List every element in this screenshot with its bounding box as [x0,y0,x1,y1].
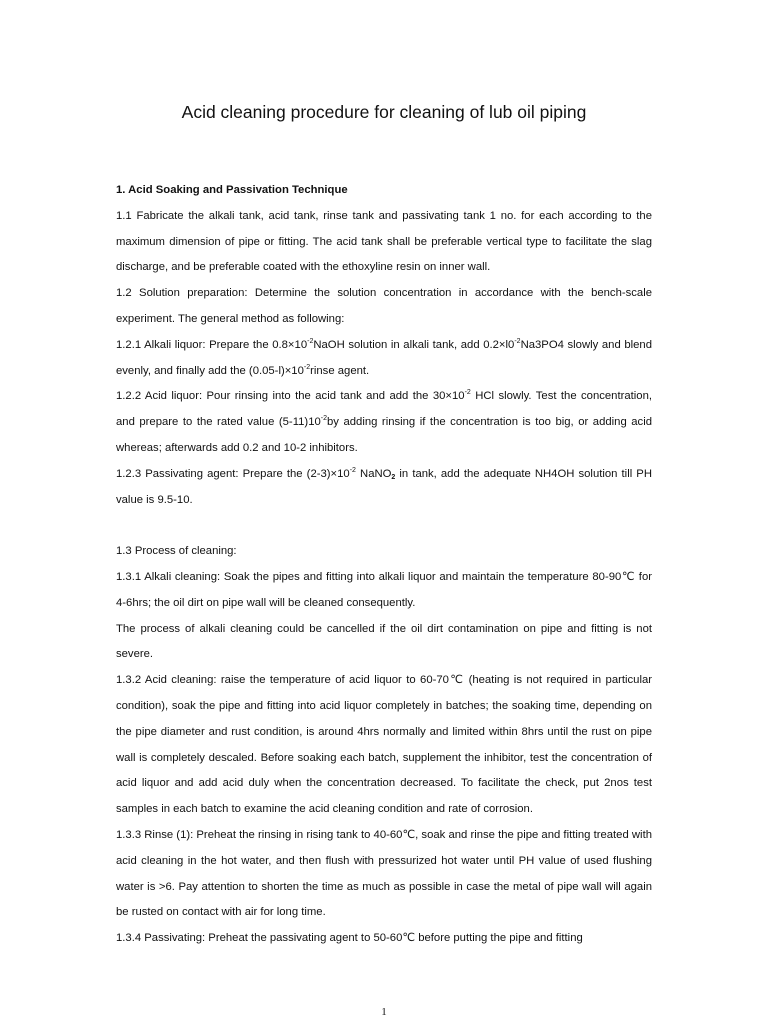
page-number: 1 [381,1006,387,1018]
paragraph-1-3-1-note: The process of alkali cleaning could be cancelled if the oil dirt contamination on pipe and fitting is not severe. [116,622,652,661]
paragraph-1-2-3 [116,462,652,514]
superscript: -2 [464,389,471,397]
text-run: in tank, add the adequate NH4OH solution till PH value is 9.5-10. [116,467,652,506]
text-run: NaNO [355,467,392,480]
superscript: -2 [320,415,327,423]
paragraph-1-3-2: 1.3.2 Acid cleaning: raise the temperature of acid liquor to 60-70℃ (heating is not required in particular condition), soak the pipe and fitting into acid liquor completely in batches; the soaking time, depending on the pipe diameter and rust condition, is around 4hrs normally and limited within 8hrs until the rust on pipe wall is completely descaled. Before soaking each batch, supplement the inhibitor, test the concentration of acid liquor and add acid duly when the concentration decreased. To facilitate the check, put 2nos test samples in each batch to examine the acid cleaning condition and rate of corrosion. [116,674,652,816]
superscript: -2 [307,337,314,345]
text-run: 1.2.2 Acid liquor: Pour rinsing into the acid tank and add the 30×10 [116,390,465,403]
superscript: -2 [514,337,521,345]
paragraph-1-2-1 [116,333,652,385]
paragraph-1-3-4: 1.3.4 Passivating: Preheat the passivating agent to 50-60℃ before putting the pipe and fitting [116,932,583,945]
text-run: HCl slowly. Test the concentration, and prepare to the rated value (5-11)10 [116,390,652,429]
subscript: 2 [391,473,396,481]
document-title: Acid cleaning procedure for cleaning of lub oil piping [181,102,587,122]
paragraph-1-2: 1.2 Solution preparation: Determine the solution concentration in accordance with the bench-scale experiment. The general method as following: [116,287,652,325]
blank-line [116,513,652,539]
paragraph-1-3-1: 1.3.1 Alkali cleaning: Soak the pipes and fitting into alkali liquor and maintain the temperature 80-90℃ for 4-6hrs; the oil dirt on pipe wall will be cleaned consequently. [116,570,652,609]
paragraph-1-3: 1.3 Process of cleaning: [116,545,237,558]
text-run: by adding rinsing if the concentration is too big, or adding acid whereas; afterwards add 0.2 and 10-2 inhibitors. [116,416,652,454]
superscript: -2 [303,363,311,371]
paragraph-1-1: 1.1 Fabricate the alkali tank, acid tank, rinse tank and passivating tank 1 no. for each according to the maximum dimension of pipe or fitting. The acid tank shall be preferable vertical type to facilitate the slag discharge, and be preferable coated with the ethoxyline resin on inner wall. [116,209,652,274]
text-run: NaOH solution in alkali tank, add 0.2×l0 [313,338,515,351]
text-run: 1.2.3 Passivating agent: Prepare the (2-3)×10 [116,467,350,480]
paragraph-1-3-3: 1.3.3 Rinse (1): Preheat the rinsing in rising tank to 40-60℃, soak and rinse the pipe and fitting treated with acid cleaning in the hot water, and then flush with pressurized hot water until PH value of used flushing water is >6. Pay attention to shorten the time as much as possible in case the metal of pipe wall will again be rusted on contact with air for long time. [116,828,652,919]
text-run: 1.2.1 Alkali liquor: Prepare the 0.8×10 [116,338,308,351]
paragraph-1-2-2 [116,384,652,461]
superscript: -2 [349,466,356,474]
document-body [116,178,652,952]
text-run: Na3PO4 slowly and blend evenly, and finally add the (0.05-l)×10 [116,338,652,377]
section-heading: 1. Acid Soaking and Passivation Technique [116,184,348,196]
text-run: rinse agent. [310,364,370,377]
